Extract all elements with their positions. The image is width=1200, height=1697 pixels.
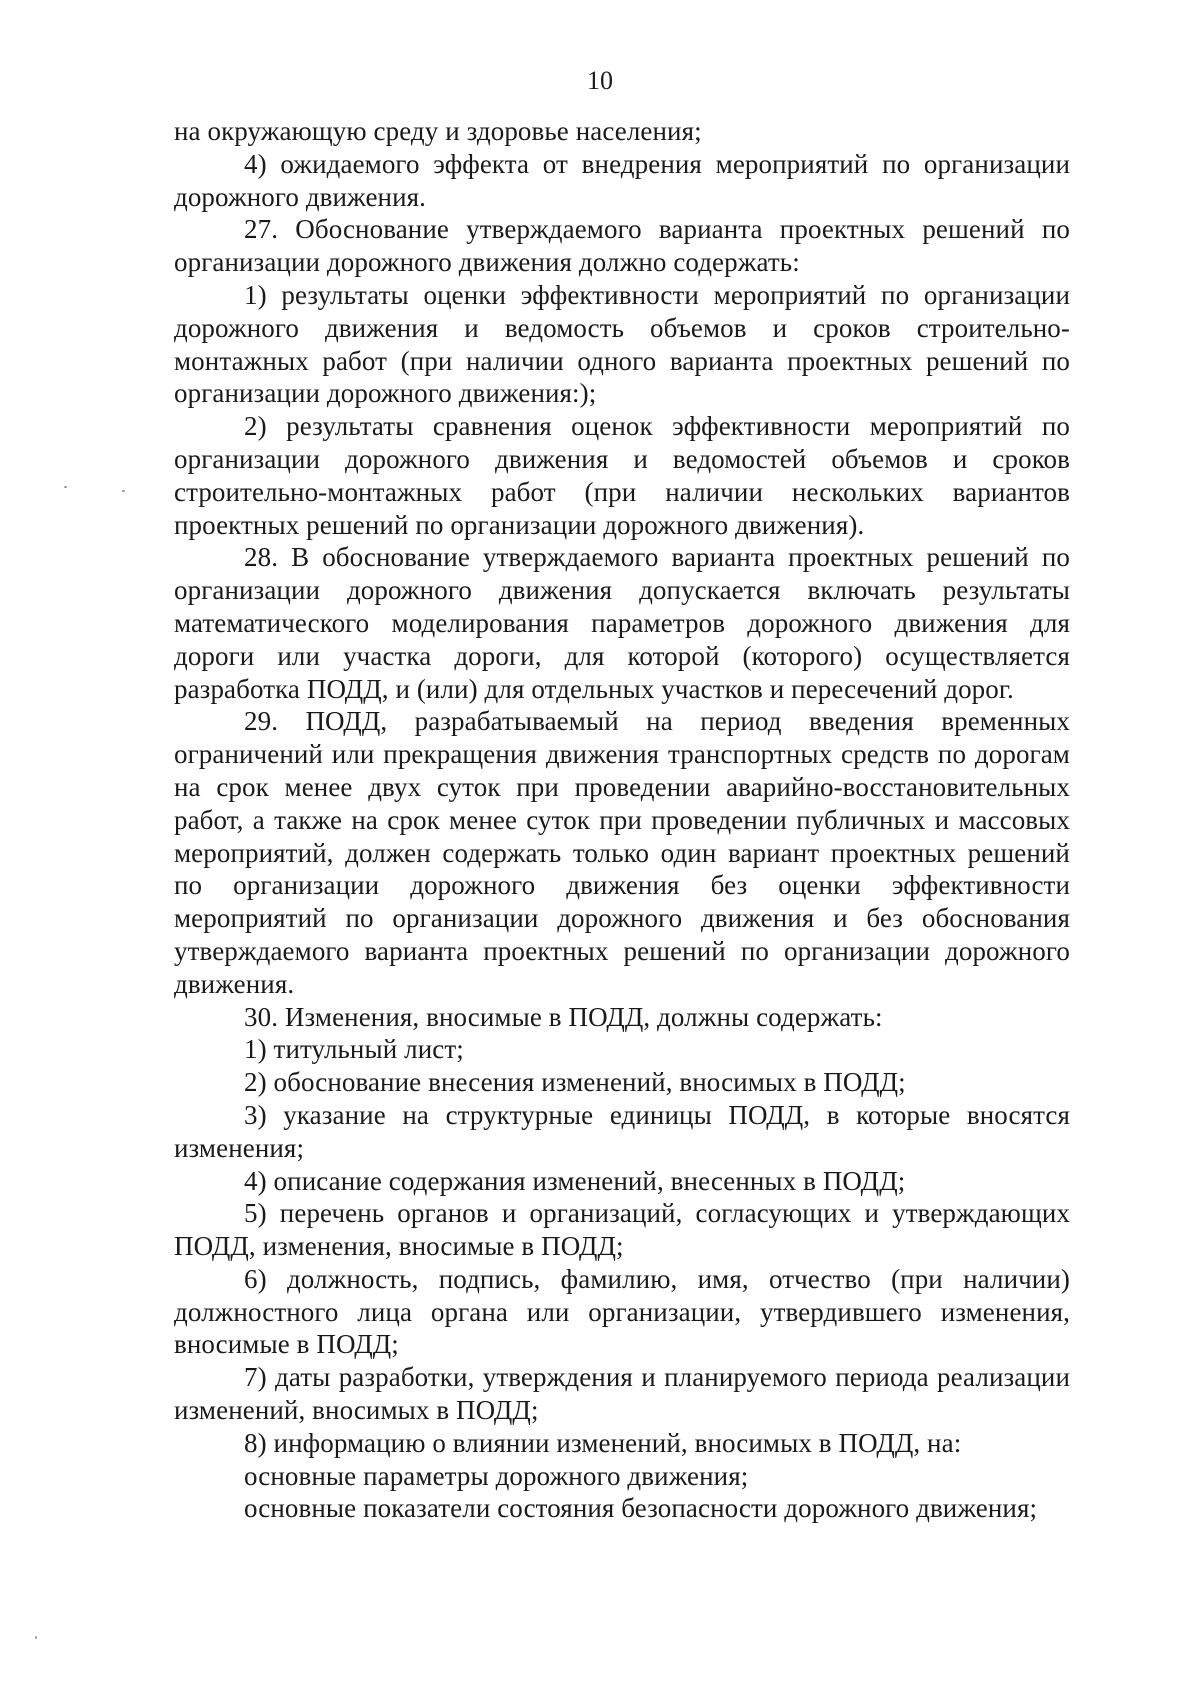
list-item-4-effect: 4) ожидаемого эффекта от внедрения мероприятий по организации дорожного движения. bbox=[174, 148, 1070, 212]
scan-speck bbox=[122, 490, 125, 492]
clause-29: 29. ПОДД, разрабатываемый на период введения временных ограничений или прекращения движения транспортных средств по дорогам на срок менее двух суток при проведении аварийно-восстановительных работ, а также на срок менее суток при проведении публичных и массовых мероприятий, должен содержать только один вариант проектных решений по организации дорожного движения без оценки эффективности мероприятий по организации дорожного движения и без обоснования утверждаемого варианта проектных решений по организации дорожного движения. bbox=[174, 706, 1070, 999]
clause-30-item-8-subitem-1: основные параметры дорожного движения; bbox=[244, 1460, 749, 1491]
page-number: 10 bbox=[587, 66, 613, 95]
clause-30-item-7: 7) даты разработки, утверждения и планируемого периода реализации изменений, вносимых в ПОДД; bbox=[174, 1362, 1070, 1426]
clause-30-item-5: 5) перечень органов и организаций, согласующих и утверждающих ПОДД, изменения, вносимые в ПОДД; bbox=[174, 1198, 1070, 1262]
document-body bbox=[174, 115, 1070, 1525]
clause-30-item-2: 2) обоснование внесения изменений, вносимых в ПОДД; bbox=[244, 1067, 906, 1098]
paragraph-continuation: на окружающую среду и здоровье населения; bbox=[174, 116, 702, 146]
clause-30-item-8-subitem-2: основные показатели состояния безопасности дорожного движения; bbox=[244, 1493, 1038, 1524]
clause-30-item-3: 3) указание на структурные единицы ПОДД, в которые вносятся изменения; bbox=[174, 1099, 1070, 1163]
clause-30-item-1: 1) титульный лист; bbox=[244, 1034, 464, 1065]
clause-27-item-2: 2) результаты сравнения оценок эффективности мероприятий по организации дорожного движения и ведомостей объемов и сроков строительно-монтажных работ (при наличии нескольких вариантов проектных решений по организации дорожного движения). bbox=[174, 411, 1070, 540]
clause-28: 28. В обоснование утверждаемого варианта проектных решений по организации дорожного движения допускается включать результаты математического моделирования параметров дорожного движения для дороги или участка дороги, для которой (которого) осуществляется разработка ПОДД, и (или) для отдельных участков и пересечений дорог. bbox=[174, 542, 1070, 704]
clause-30-item-8: 8) информацию о влиянии изменений, вносимых в ПОДД, на: bbox=[244, 1427, 962, 1458]
scan-speck bbox=[64, 486, 67, 488]
clause-27-item-1: 1) результаты оценки эффективности мероприятий по организации дорожного движения и ведомость объемов и сроков строительно-монтажных работ (при наличии одного варианта проектных решений по организации дорожного движения:); bbox=[174, 279, 1070, 409]
scan-speck bbox=[35, 1636, 37, 1639]
clause-30: 30. Изменения, вносимые в ПОДД, должны содержать: bbox=[244, 1001, 883, 1032]
clause-30-item-6: 6) должность, подпись, фамилию, имя, отчество (при наличии) должностного лица органа или организации, утвердившего изменения, вносимые в ПОДД; bbox=[174, 1263, 1070, 1360]
clause-30-item-4: 4) описание содержания изменений, внесенных в ПОДД; bbox=[244, 1165, 906, 1196]
clause-27: 27. Обоснование утверждаемого варианта проектных решений по организации дорожного движения должно содержать: bbox=[174, 214, 1070, 278]
